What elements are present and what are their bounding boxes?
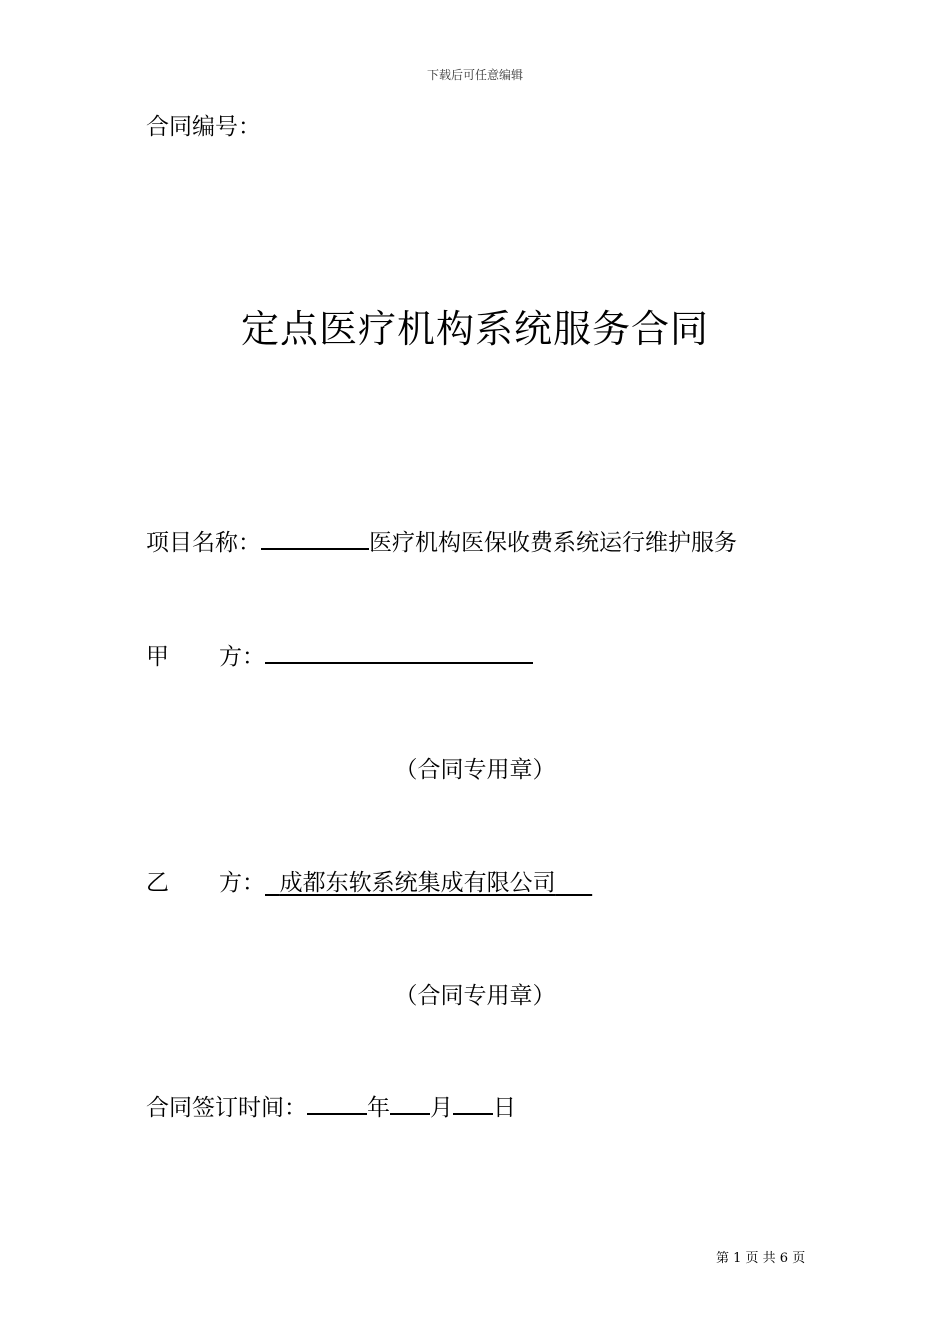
party-a-label-char2: 方： bbox=[219, 644, 265, 670]
contract-number-label: 合同编号： bbox=[146, 114, 261, 140]
document-title: 定点医疗机构系统服务合同 bbox=[240, 307, 709, 351]
party-b-seal: （合同专用章） bbox=[394, 983, 556, 1009]
sign-date-row bbox=[146, 1089, 516, 1122]
party-b-label-char2: 方： bbox=[219, 870, 265, 896]
party-b-underline bbox=[265, 870, 592, 896]
sign-date-day-blank bbox=[453, 1091, 493, 1115]
header-note: 下载后可任意编辑 bbox=[426, 68, 523, 82]
sign-date-month-label: 月 bbox=[430, 1095, 453, 1121]
page-footer: 第 1 页 共 6 页 bbox=[716, 1251, 806, 1266]
party-a-blank bbox=[265, 640, 533, 664]
project-name-row bbox=[146, 524, 737, 557]
sign-date-month-blank bbox=[390, 1091, 430, 1115]
project-name-value: 医疗机构医保收费系统运行维护服务 bbox=[369, 530, 737, 556]
project-name-blank bbox=[261, 526, 369, 550]
party-a-seal: （合同专用章） bbox=[394, 757, 556, 783]
sign-date-year-label: 年 bbox=[367, 1095, 390, 1121]
party-b-label-char1: 乙 bbox=[146, 870, 169, 896]
sign-date-year-blank bbox=[307, 1091, 367, 1115]
party-a-label-char1: 甲 bbox=[146, 644, 169, 670]
party-b-value: 成都东软系统集成有限公司 bbox=[279, 870, 556, 896]
sign-date-label: 合同签订时间： bbox=[146, 1095, 307, 1121]
project-name-label: 项目名称： bbox=[146, 530, 261, 556]
party-a-row bbox=[146, 638, 533, 671]
sign-date-day-label: 日 bbox=[493, 1095, 516, 1121]
party-b-row bbox=[146, 864, 592, 897]
